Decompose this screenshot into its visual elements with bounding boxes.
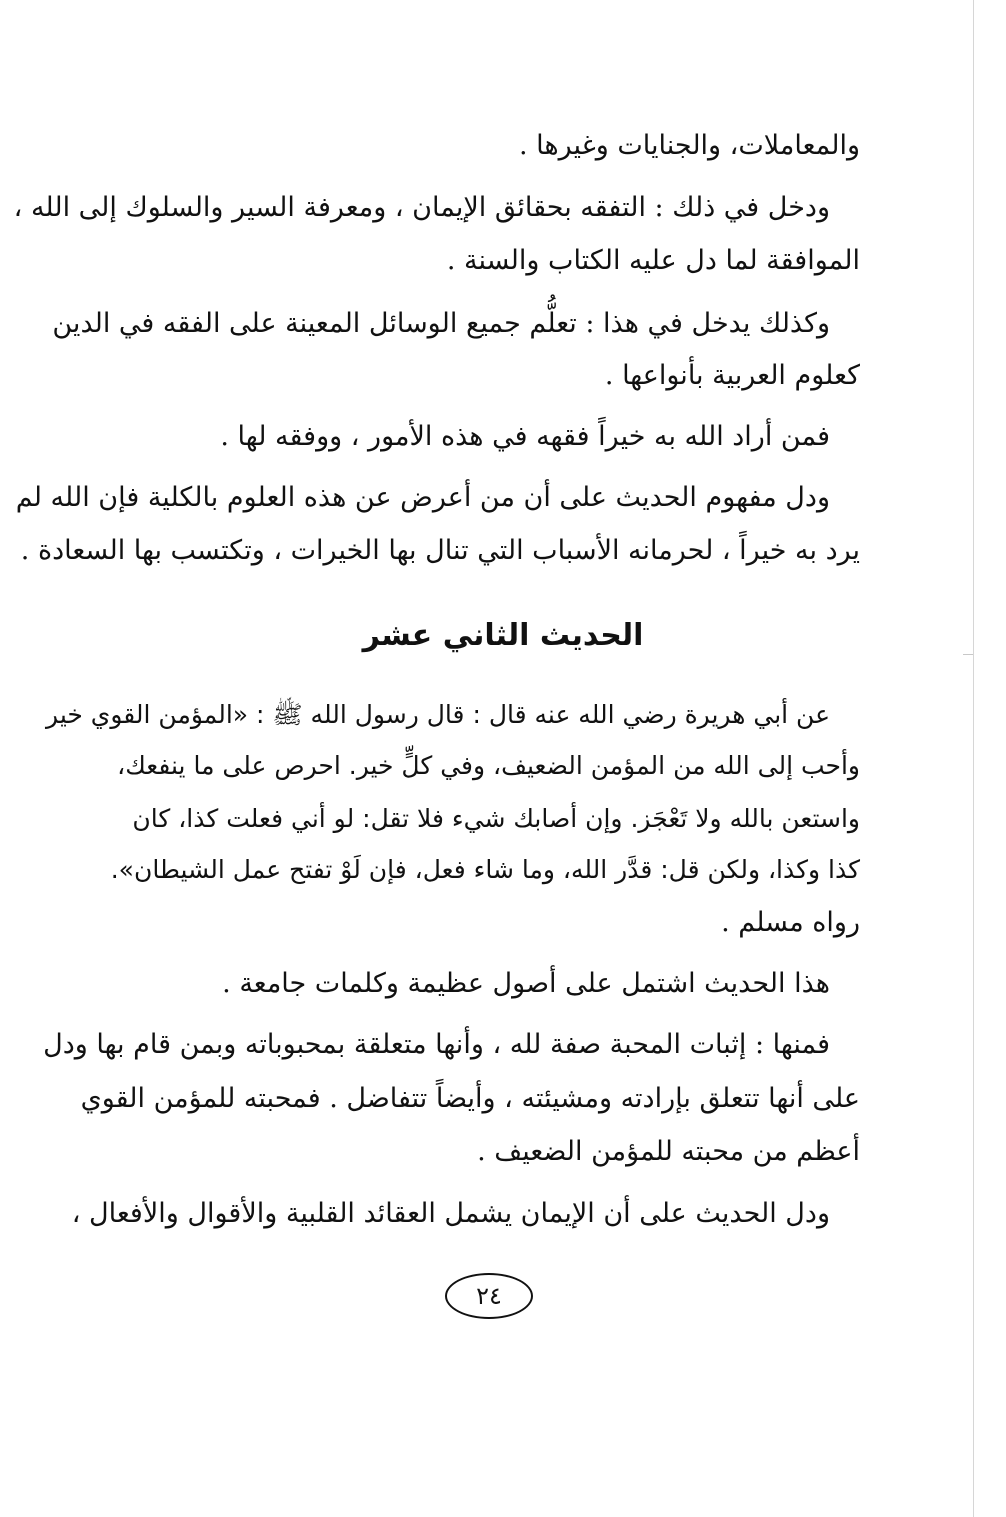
text-line: والمعاملات، والجنايات وغيرها . xyxy=(518,130,860,161)
text-line: فمن أراد الله به خيراً فقهه في هذه الأمور ، ووفقه لها . xyxy=(220,421,830,452)
scan-edge-line xyxy=(973,0,974,1517)
hadith-line: وأحب إلى الله من المؤمن الضعيف، وفي كلٍّ خير. احرص على ما ينفعك، xyxy=(117,751,860,780)
text-line: أعظم من محبته للمؤمن الضعيف . xyxy=(477,1136,860,1167)
hadith-line: واستعن بالله ولا تَعْجَز. وإن أصابك شيء فلا تقل: لو أني فعلت كذا، كان xyxy=(132,804,860,833)
text-line: هذا الحديث اشتمل على أصول عظيمة وكلمات جامعة . xyxy=(222,968,830,999)
text-line: الموافقة لما دل عليه الكتاب والسنة . xyxy=(446,245,860,276)
hadith-line: عن أبي هريرة رضي الله عنه قال : قال رسول الله ﷺ : «المؤمن القوي خير xyxy=(46,700,830,729)
text-line: يرد به خيراً ، لحرمانه الأسباب التي تنال بها الخيرات ، وتكتسب بها السعادة . xyxy=(20,535,860,566)
text-line: ودل الحديث على أن الإيمان يشمل العقائد القلبية والأقوال والأفعال ، xyxy=(71,1198,830,1229)
text-line: وكذلك يدخل في هذا : تعلُّم جميع الوسائل المعينة على الفقه في الدين xyxy=(52,308,830,339)
page-number: ٢٤ xyxy=(445,1273,533,1319)
text-line: فمنها : إثبات المحبة صفة لله ، وأنها متعلقة بمحبوباته وبمن قام بها ودل xyxy=(43,1029,830,1060)
text-line: كعلوم العربية بأنواعها . xyxy=(604,360,860,391)
text-line: رواه مسلم . xyxy=(721,907,860,938)
section-heading: الحديث الثاني عشر xyxy=(362,618,644,653)
text-line: ودخل في ذلك : التفقه بحقائق الإيمان ، ومعرفة السير والسلوك إلى الله ، xyxy=(13,192,830,223)
scan-edge-tick xyxy=(963,654,973,655)
text-line: على أنها تتعلق بإرادته ومشيئته ، وأيضاً تتفاضل . فمحبته للمؤمن القوي xyxy=(80,1083,860,1114)
text-line: ودل مفهوم الحديث على أن من أعرض عن هذه العلوم بالكلية فإن الله لم xyxy=(15,482,830,513)
hadith-line: كذا وكذا، ولكن قل: قدَّر الله، وما شاء فعل، فإن لَوْ تفتح عمل الشيطان». xyxy=(110,855,860,884)
